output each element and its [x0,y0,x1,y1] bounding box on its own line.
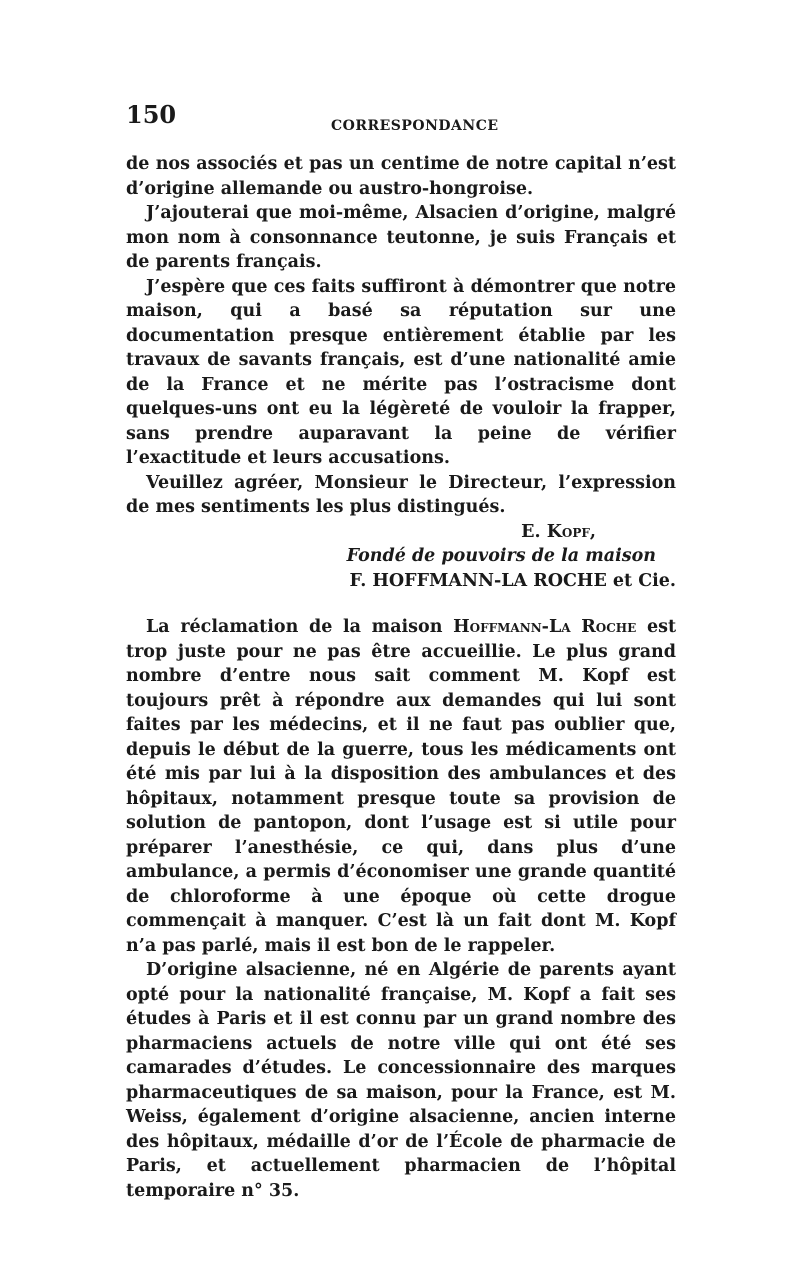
running-head: CORRESPONDANCE [331,118,499,134]
signature-title: Fondé de pouvoirs de la maison [346,546,656,566]
company-name: Hoffmann-La Roche [453,617,637,637]
page-number: 150 [126,100,177,129]
letter-paragraph-1: de nos associés et pas un centime de notre capital n’est d’origine allemande ou austro-hongroise. [126,154,676,199]
commentary-paragraph-1 [126,615,676,958]
letter-paragraph-4: Veuillez agréer, Monsieur le Directeur, l’expression de mes sentiments les plus distingués. [126,472,676,517]
letter-paragraph-3: J’espère que ces faits suffiront à démontrer que notre maison, qui a basé sa réputation sur une documentation presque entièrement établie par les travaux de savants français, est d’une nationalité amie de la France et ne mérite pas l’ostracisme dont quelques-uns ont eu la légèreté de vouloir la frapper, sans prendre auparavant la peine de vérifier l’exactitude et leurs accusations. [126,276,676,468]
section-divider [126,593,676,615]
commentary-p1-after: est trop juste pour ne pas être accueillie. Le plus grand nombre d’entre nous sait comment M. Kopf est toujours prêt à répondre aux demandes qui lui sont faites par les médecins, et il ne faut pas oublier que, depuis le début de la guerre, tous les médicaments ont été mis par lui à la disposition des ambulances et des hôpitaux, notamment presque toute sa provision de solution de pantopon, dont l’usage est si utile pour préparer l’anesthésie, ce qui, dans plus d’une ambulance, a permis d’économiser une grande quantité de chloroforme à une époque où cette drogue commençait à manquer. C’est là un fait dont M. Kopf n’a pas parlé, mais il est bon de le rappeler. [126,617,677,956]
signature-name: E. Kopf, [521,521,596,542]
page-body [126,152,676,1203]
commentary-p1-before: La réclamation de la maison [146,617,443,637]
page-header [126,100,676,140]
signature-company: F. HOFFMANN-LA ROCHE et Cie. [349,570,676,591]
commentary-paragraph-2: D’origine alsacienne, né en Algérie de parents ayant opté pour la nationalité française, M. Kopf a fait ses études à Paris et il est connu par un grand nombre des pharmaciens actuels de notre ville qui ont été ses camarades d’études. Le concessionnaire des marques pharmaceutiques de sa maison, pour la France, est M. Weiss, également d’origine alsacienne, ancien interne des hôpitaux, médaille d’or de l’École de pharmacie de Paris, et actuellement pharmacien de l’hôpital temporaire n° 35. [126,960,676,1201]
letter-paragraph-2: J’ajouterai que moi-même, Alsacien d’origine, malgré mon nom à consonnance teutonne, je suis Français et de parents français. [126,203,676,272]
